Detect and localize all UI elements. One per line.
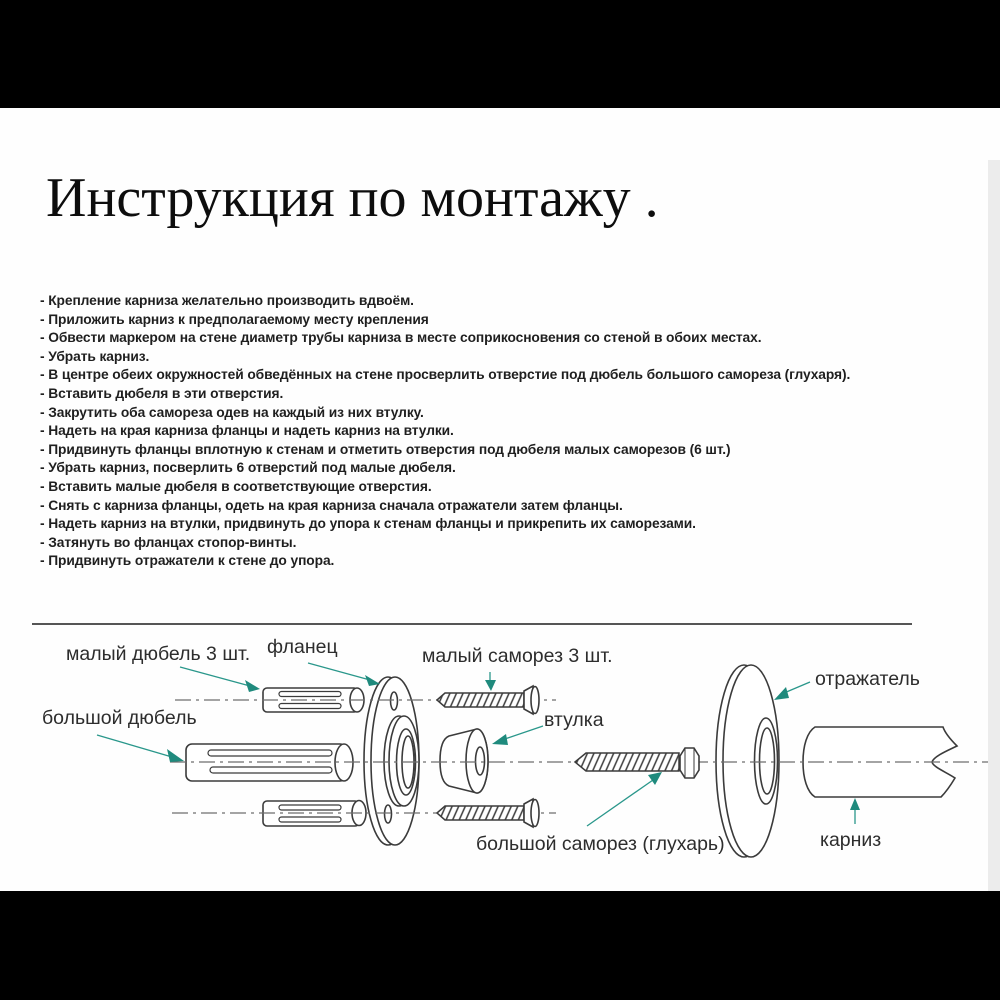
instruction-item: - Снять с карниза фланцы, одеть на края карниза сначала отражатели затем фланцы.: [40, 497, 623, 513]
assembly-diagram: [0, 108, 1000, 891]
reflector-label: отражатель: [815, 668, 920, 690]
page-edge-strip: [988, 160, 1000, 891]
large-dowel-label: большой дюбель: [42, 707, 197, 729]
small-screw-label: малый саморез 3 шт.: [422, 645, 613, 667]
bottom-letterbox-bar: [0, 891, 1000, 1000]
instruction-item: - Вставить малые дюбеля в соответствующие отверстия.: [40, 478, 432, 494]
instruction-item: - Убрать карниз, посверлить 6 отверстий под малые дюбеля.: [40, 460, 456, 476]
instruction-item: - Приложить карниз к предполагаемому месту крепления: [40, 311, 429, 327]
instruction-item: - Надеть на края карниза фланцы и надеть карниз на втулки.: [40, 423, 454, 439]
large-screw-label: большой саморез (глухарь): [476, 833, 725, 855]
small-screw-bottom-drawing: [437, 799, 539, 827]
instruction-item: - В центре обеих окружностей обведённых на стене просверлить отверстие под дюбель большого самореза (глухаря).: [40, 367, 851, 383]
instruction-item: - Убрать карниз.: [40, 348, 150, 364]
bushing-label: втулка: [544, 709, 604, 731]
instruction-item: - Вставить дюбеля в эти отверстия.: [40, 385, 284, 401]
flange-drawing: [364, 677, 419, 845]
small-dowel-label: малый дюбель 3 шт.: [66, 643, 251, 665]
small-screw-top-drawing: [437, 686, 539, 714]
instruction-item: - Закрутить оба самореза одев на каждый из них втулку.: [40, 404, 424, 420]
reflector-drawing: [716, 665, 779, 857]
page-title: Инструкция по монтажу .: [46, 167, 659, 229]
instruction-item: - Крепление карниза желательно производить вдвоём.: [40, 293, 414, 308]
document-page: [0, 108, 1000, 891]
instruction-item: - Затянуть во фланцах стопор-винты.: [40, 534, 297, 550]
cornice-label: карниз: [820, 829, 882, 851]
top-letterbox-bar: [0, 0, 1000, 108]
instruction-item: - Придвинуть отражатели к стене до упора.: [40, 553, 335, 569]
flange-label: фланец: [267, 636, 338, 658]
bushing-drawing: [440, 729, 488, 793]
instruction-item: - Надеть карниз на втулки, придвинуть до упора к стенам фланцы и прикрепить их саморезами.: [40, 516, 696, 532]
instruction-item: - Придвинуть фланцы вплотную к стенам и отметить отверстия под дюбеля малых саморезов (6 шт.): [40, 441, 731, 457]
large-screw-drawing: [575, 748, 699, 778]
instruction-item: - Обвести маркером на стене диаметр трубы карниза в месте соприкосновения со стеной в обоих местах.: [40, 330, 762, 346]
